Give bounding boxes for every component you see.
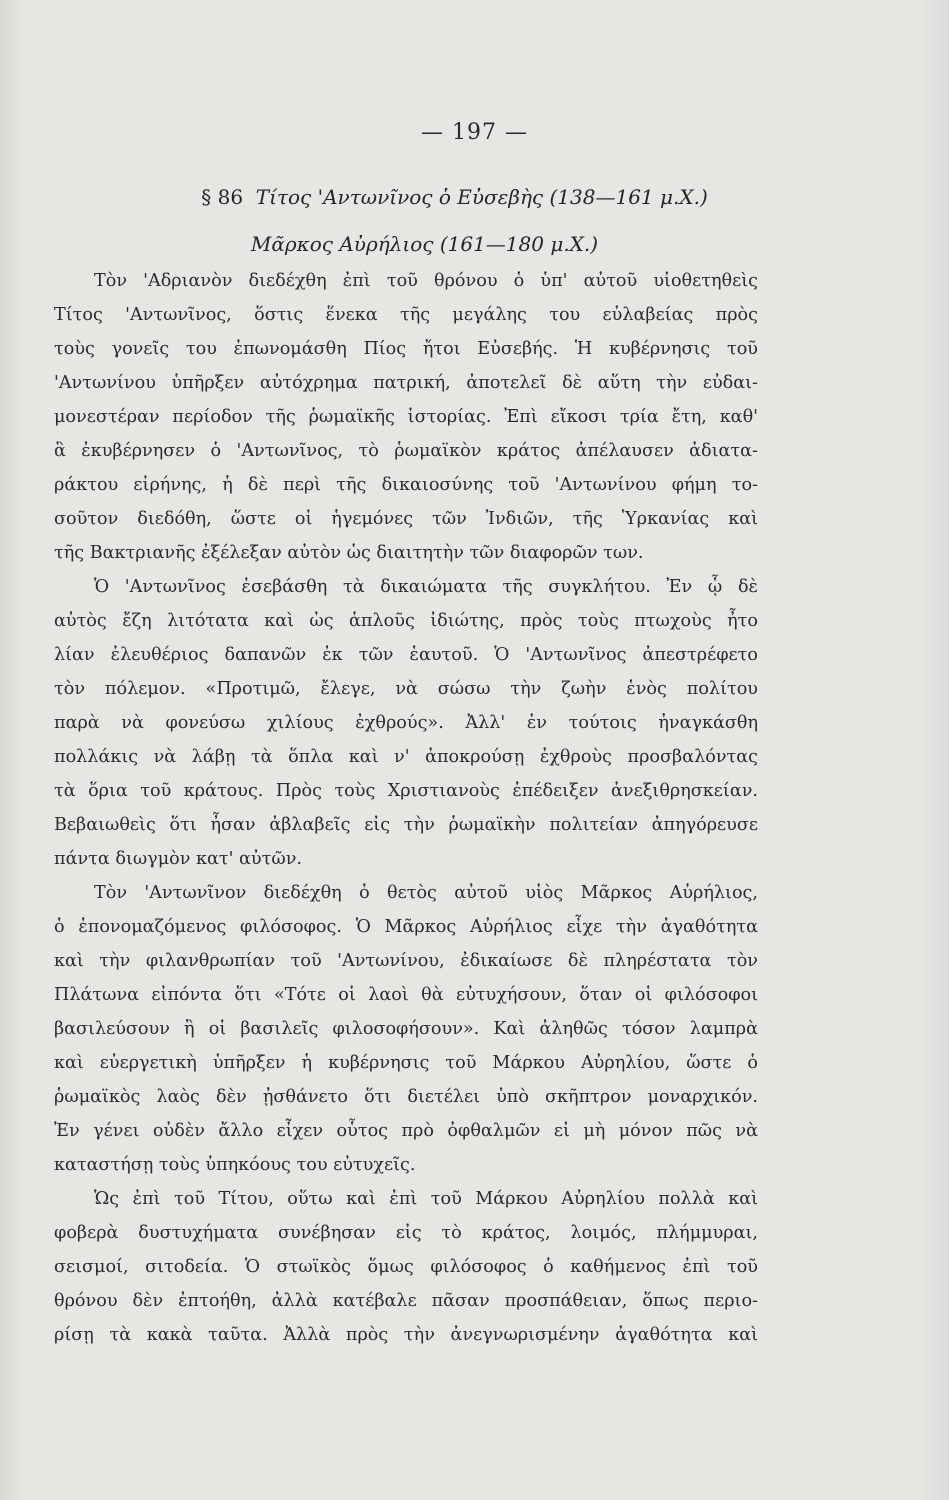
section-title-line-2: Μᾶρκος Αὐρήλιος (161—180 μ.Χ.) (250, 232, 599, 256)
section-number: § 86 (201, 185, 244, 209)
text-line: 'Αντωνίνου ὑπῆρξεν αὐτόχρημα πατρική, ἀποτελεῖ δὲ αὕτη τὴν εὐδαι- (54, 373, 758, 393)
text-line: πάντα διωγμὸν κατ' αὐτῶν. (54, 849, 302, 869)
text-line: καταστήσῃ τοὺς ὑπηκόους του εὐτυχεῖς. (54, 1155, 416, 1175)
text-line: τὰ ὅρια τοῦ κράτους. Πρὸς τοὺς Χριστιανοὺς ἐπέδειξεν ἀνεξιθρησκείαν. (54, 781, 758, 801)
text-line: βασιλεύσουν ἢ οἱ βασιλεῖς φιλοσοφήσουν». Καὶ ἀληθῶς τόσον λαμπρὰ (54, 1019, 758, 1039)
text-line: Τὸν 'Αντωνῖνον διεδέχθη ὁ θετὸς αὐτοῦ υἱὸς Μᾶρκος Αὐρήλιος, (94, 883, 758, 903)
text-line: τοὺς γονεῖς του ἐπωνομάσθη Πίος ἤτοι Εὐσεβής. Ἡ κυβέρνησις τοῦ (54, 339, 758, 359)
text-line: παρὰ νὰ φονεύσω χιλίους ἐχθρούς». Ἀλλ' ἐν τούτοις ἠναγκάσθη (54, 713, 758, 733)
text-line: μονεστέραν περίοδον τῆς ῥωμαϊκῆς ἱστορίας. Ἐπὶ εἴκοσι τρία ἔτη, καθ' (54, 407, 758, 427)
text-line: φοβερὰ δυστυχήματα συνέβησαν εἰς τὸ κράτος, λοιμός, πλήμμυραι, (54, 1223, 758, 1243)
text-line: ῥωμαϊκὸς λαὸς δὲν ᾐσθάνετο ὅτι διετέλει ὑπὸ σκῆπτρον μοναρχικόν. (54, 1087, 758, 1107)
text-line: τῆς Βακτριανῆς ἐξέλεξαν αὐτὸν ὡς διαιτητὴν τῶν διαφορῶν των. (54, 543, 644, 563)
text-line: καὶ εὐεργετικὴ ὑπῆρξεν ἡ κυβέρνησις τοῦ Μάρκου Αὐρηλίου, ὥστε ὁ (54, 1053, 758, 1073)
text-line: Ὡς ἐπὶ τοῦ Τίτου, οὕτω καὶ ἐπὶ τοῦ Μάρκου Αὐρηλίου πολλὰ καὶ (94, 1189, 758, 1209)
text-line: θρόνου δὲν ἐπτοήθη, ἀλλὰ κατέβαλε πᾶσαν προσπάθειαν, ὅπως περιο- (54, 1291, 758, 1311)
page-number: — 197 — (421, 120, 528, 145)
text-line: λίαν ἐλευθέριος δαπανῶν ἐκ τῶν ἑαυτοῦ. Ὁ 'Αντωνῖνος ἀπεστρέφετο (54, 645, 758, 665)
text-line: τὸν πόλεμον. «Προτιμῶ, ἔλεγε, νὰ σώσω τὴν ζωὴν ἑνὸς πολίτου (54, 679, 758, 699)
section-title-line-1: Τίτος 'Αντωνῖνος ὁ Εὐσεβὴς (138—161 μ.Χ.) (255, 185, 708, 209)
text-line: Βεβαιωθεὶς ὅτι ἦσαν ἀβλαβεῖς εἰς τὴν ῥωμαϊκὴν πολιτείαν ἀπηγόρευσε (54, 815, 758, 835)
text-line: σοῦτον διεδόθη, ὥστε οἱ ἡγεμόνες τῶν Ἰνδιῶν, τῆς Ὑρκανίας καὶ (54, 509, 758, 529)
text-line: καὶ τὴν φιλανθρωπίαν τοῦ 'Αντωνίνου, ἐδικαίωσε δὲ πληρέστατα τὸν (54, 951, 758, 971)
text-line: Πλάτωνα εἰπόντα ὅτι «Τότε οἱ λαοὶ θὰ εὐτυχήσουν, ὅταν οἱ φιλόσοφοι (54, 985, 758, 1005)
text-line: Τίτος 'Αντωνῖνος, ὅστις ἕνεκα τῆς μεγάλης του εὐλαβείας πρὸς (54, 305, 758, 325)
text-line: Ἐν γένει οὐδὲν ἄλλο εἶχεν οὗτος πρὸ ὀφθαλμῶν εἰ μὴ μόνον πῶς νὰ (54, 1121, 758, 1141)
text-line: πολλάκις νὰ λάβῃ τὰ ὅπλα καὶ ν' ἀποκρούσῃ ἐχθροὺς προσβαλόντας (54, 747, 758, 767)
text-line: ράκτου εἰρήνης, ἡ δὲ περὶ τῆς δικαιοσύνης τοῦ 'Αντωνίνου φήμη το- (54, 475, 758, 495)
text-line: σεισμοί, σιτοδεία. Ὁ στωϊκὸς ὅμως φιλόσοφος ὁ καθήμενος ἐπὶ τοῦ (54, 1257, 758, 1277)
text-line: Τὸν 'Αδριανὸν διεδέχθη ἐπὶ τοῦ θρόνου ὁ ὑπ' αὐτοῦ υἱοθετηθεὶς (94, 271, 758, 291)
text-line: Ὁ 'Αντωνῖνος ἐσεβάσθη τὰ δικαιώματα τῆς συγκλήτου. Ἐν ᾧ δὲ (94, 577, 758, 597)
text-line: ἃ ἐκυβέρνησεν ὁ 'Αντωνῖνος, τὸ ῥωμαϊκὸν κράτος ἀπέλαυσεν ἀδιατα- (54, 441, 758, 461)
text-line: ὁ ἐπονομαζόμενος φιλόσοφος. Ὁ Μᾶρκος Αὐρήλιος εἶχε τὴν ἀγαθότητα (54, 917, 758, 937)
text-line: αὐτὸς ἔζη λιτότατα καὶ ὡς ἁπλοῦς ἰδιώτης, πρὸς τοὺς πτωχοὺς ἦτο (54, 611, 758, 631)
text-line: ρίσῃ τὰ κακὰ ταῦτα. Ἀλλὰ πρὸς τὴν ἀνεγνωρισμένην ἀγαθότητα καὶ (54, 1325, 758, 1345)
section-heading (0, 185, 929, 209)
